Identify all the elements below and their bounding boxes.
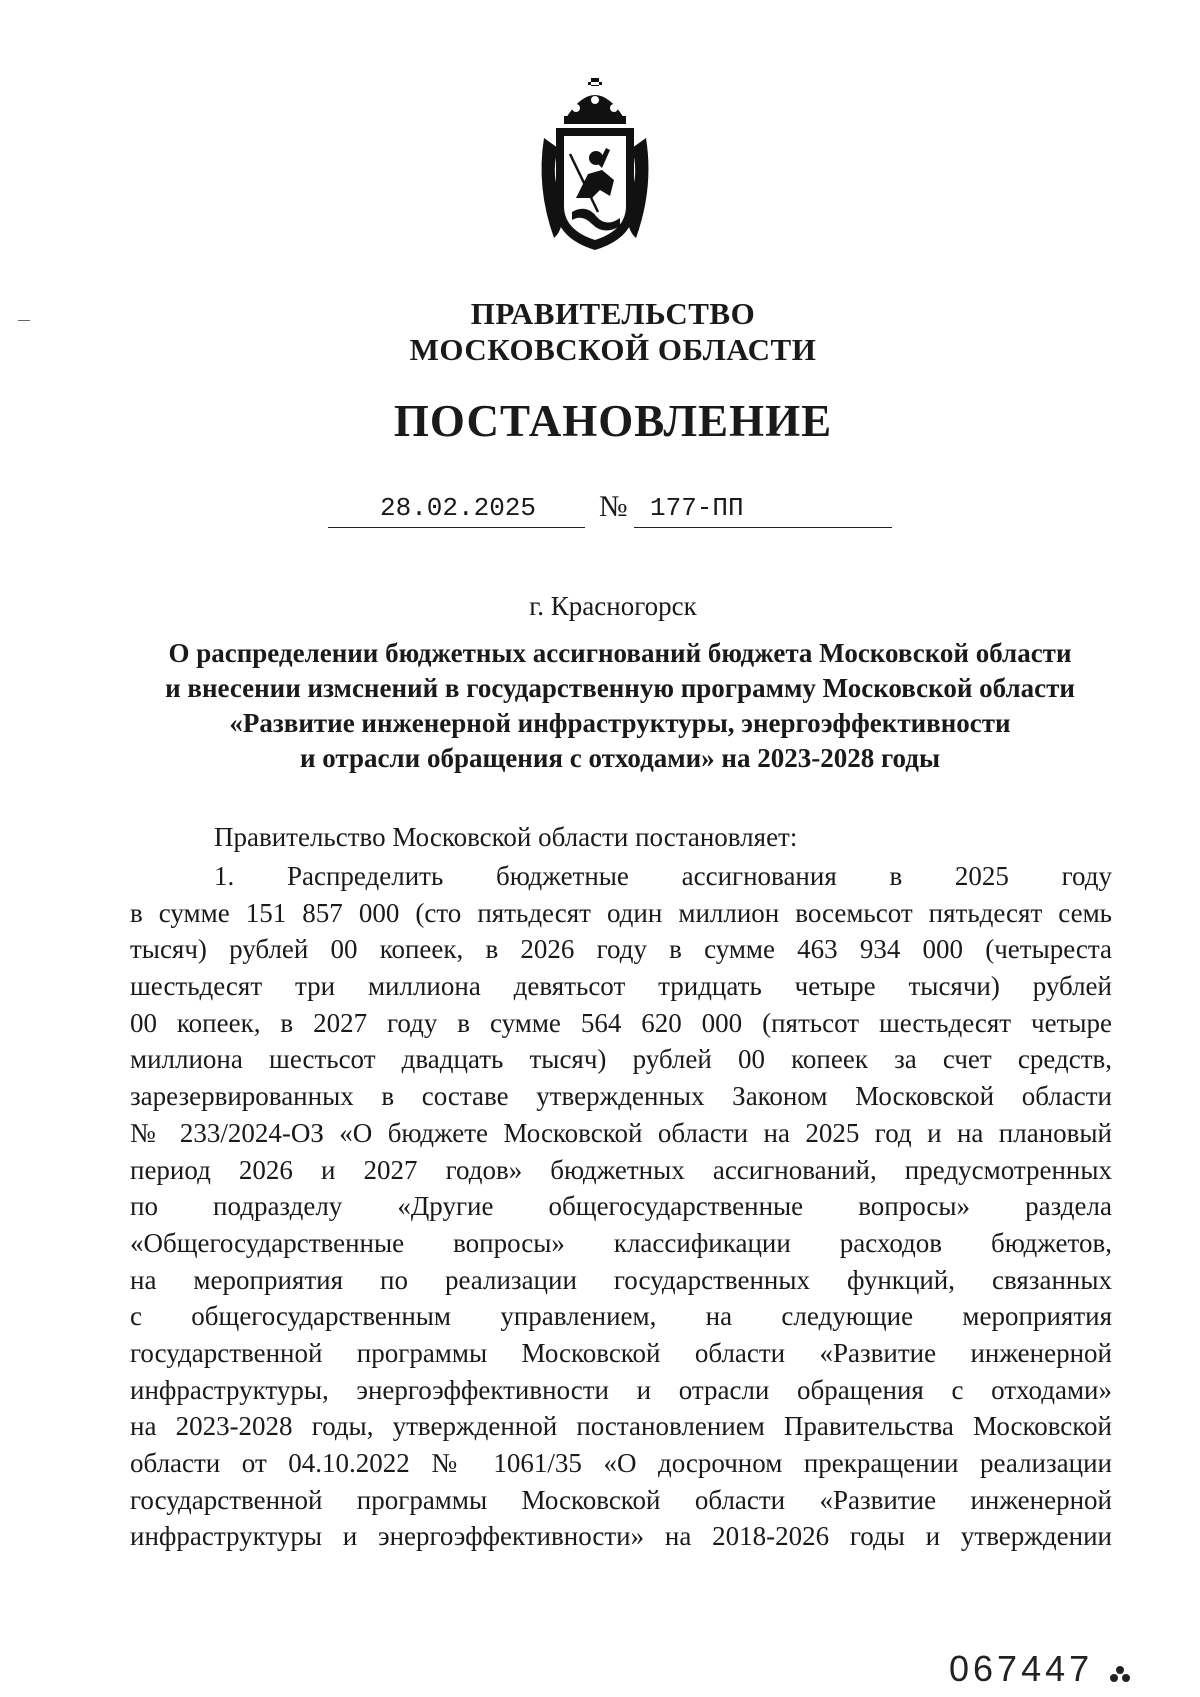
body-line: тысяч) рублей 00 копеек, в 2026 году в сумме 463 934 000 (четыреста [130,934,1112,965]
body-line: период 2026 и 2027 годов» бюджетных ассигнований, предусмотренных [130,1154,1112,1185]
body-line: «Общегосударственные вопросы» классификации расходов бюджетов, [130,1227,1112,1258]
organization-name-line2: МОСКОВСКОЙ ОБЛАСТИ [409,332,817,367]
body-line: № 233/2024-ОЗ «О бюджете Московской области на 2025 год и на плановый [130,1117,1112,1148]
body-line: шестьдесят три миллиона девятьсот тридцать четыре тысячи) рублей [130,971,1112,1002]
date-underline [328,527,585,528]
number-sign: № [599,490,628,523]
title-line: «Развитие инженерной инфраструктуры, энергоэффективности [229,708,1011,738]
body-line: на мероприятия по реализации государственных функций, связанных [130,1264,1112,1295]
moscow-oblast-coat-of-arms-icon [536,78,654,256]
body-line: инфраструктуры и энергоэффективности» на 2018-2026 годы и утверждении [130,1521,1112,1552]
document-number: 177-ПП [650,493,744,523]
body-line: 1. Распределить бюджетные ассигнования в 2025 году [214,861,1112,891]
body-line: по подразделу «Другие общегосударственные вопросы» раздела [130,1191,1112,1222]
organization-name-line1: ПРАВИТЕЛЬСТВО [470,296,756,331]
body-line: государственной программы Московской области «Развитие инженерной [130,1484,1112,1515]
body-line: государственной программы Московской области «Развитие инженерной [130,1337,1112,1368]
serial-number: 067447 [949,1648,1094,1689]
title-line: О распределении бюджетных ассигнований бюджета Московской области [168,638,1072,668]
body-line: зарезервированных в составе утвержденных Законом Московской области [130,1081,1112,1112]
body-line: области от 04.10.2022 № 1061/35 «О досрочном прекращении реализации [130,1448,1112,1478]
body-line: инфраструктуры, энергоэффективности и отрасли обращения с отходами» [130,1374,1112,1405]
preamble: Правительство Московской области постановляет: [214,822,798,852]
document-date: 28.02.2025 [379,493,537,523]
city-name: г. Красногорск [529,591,697,621]
body-line: с общегосударственным управлением, на следующие мероприятия [130,1301,1112,1332]
body-line: 00 копеек, в 2027 году в сумме 564 620 000 (пятьсот шестьдесят четыре [130,1007,1112,1038]
body-text [130,858,1112,1555]
margin-mark [18,320,30,321]
title-line: и отрасли обращения с отходами» на 2023-2028 годы [299,743,941,773]
ornament-icon [1108,1662,1132,1686]
body-line: на 2023-2028 годы, утвержденной постановлением Правительства Московской [130,1411,1112,1442]
number-underline [634,527,892,528]
document-type: ПОСТАНОВЛЕНИЕ [393,396,833,446]
title-line: и внесении измснений в государственную программу Московской области [165,673,1075,703]
body-line: миллиона шестьсот двадцать тысяч) рублей 00 копеек за счет средств, [130,1044,1112,1075]
body-line: в сумме 151 857 000 (сто пятьдесят один миллион восемьсот пятьдесят семь [130,897,1112,928]
document-title [20,636,1200,776]
